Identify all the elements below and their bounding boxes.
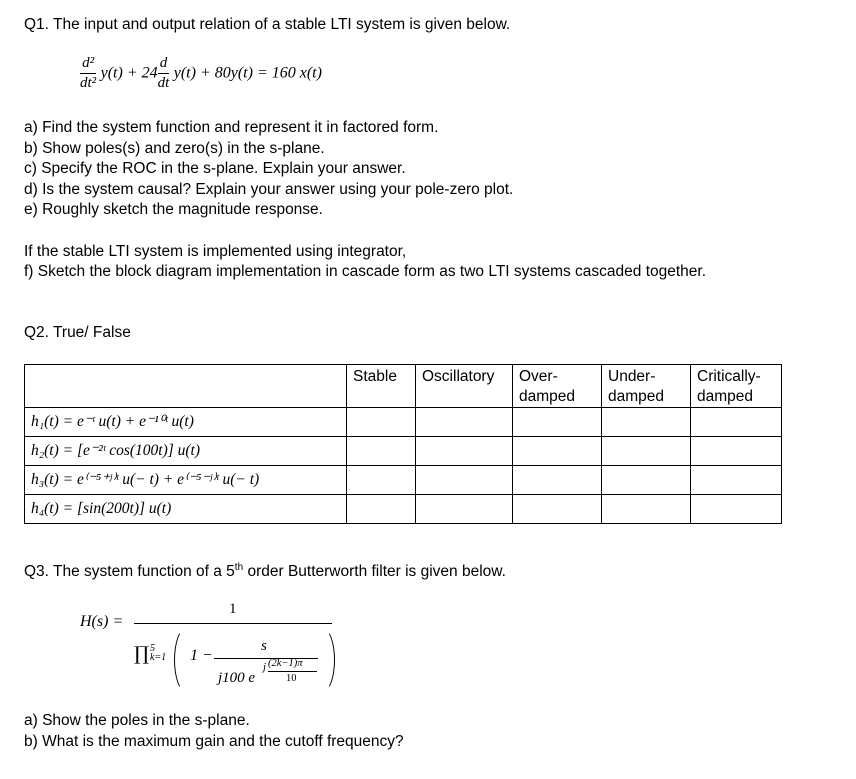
header-stable: Stable: [347, 365, 416, 408]
table-row: [25, 495, 782, 524]
row-h1-label: h₁(t) = e⁻ᵗ u(t) + e⁻¹⁰ᵗ u(t): [25, 408, 347, 437]
exponent-j: j: [263, 661, 267, 673]
table-header-row: [25, 365, 782, 408]
q2-title: Q2. True/ False: [24, 324, 131, 341]
product-symbol: ∏: [134, 643, 150, 665]
cell-h1-oscillatory[interactable]: [416, 408, 513, 437]
header-underdamped: Under- damped: [602, 365, 691, 408]
q1-parts-list: [24, 118, 513, 221]
cell-h1-stable[interactable]: [347, 408, 416, 437]
q1-part-f: f) Sketch the block diagram implementation in cascade form as two LTI systems cascaded together.: [24, 263, 707, 280]
cell-h3-underdamped[interactable]: [602, 466, 691, 495]
cell-h4-critically-damped[interactable]: [691, 495, 782, 524]
row-h4-label: h₄(t) = [sin(200t)] u(t): [25, 495, 347, 524]
exponent-denominator: 10: [286, 673, 297, 684]
second-derivative: $\frac{\text{d²}}{\text{dt²}}$: [80, 55, 97, 91]
row-h3-label: h₃(t) = e⁽⁻⁵⁺ʲ⁾ᵗ u(− t) + e⁽⁻⁵⁻ʲ⁾ᵗ u(− t): [25, 466, 347, 495]
q1-part-b: b) Show poles(s) and zero(s) in the s-plane.: [24, 139, 325, 157]
header-overdamped: Over- damped: [513, 365, 602, 408]
table-row: [25, 437, 782, 466]
row-h2-label: h₂(t) = [e⁻²ᵗ cos(100t)] u(t): [25, 437, 347, 466]
main-fraction-bar: [134, 623, 332, 624]
one-minus: 1 −: [190, 647, 213, 664]
q1-part-c: c) Specify the ROC in the s-plane. Explain your answer.: [24, 160, 406, 177]
header-critically-damped: Critically- damped: [691, 365, 782, 408]
inner-denominator: j100 e: [218, 670, 256, 686]
eq-part-1: y(t) + 24: [100, 64, 158, 82]
true-false-table: [24, 364, 782, 524]
q3-title: Q3. The system function of a 5th order Butterworth filter is given below.: [24, 561, 506, 580]
cell-h2-underdamped[interactable]: [602, 437, 691, 466]
header-oscillatory: Oscillatory: [416, 365, 513, 408]
q1-part-e: e) Roughly sketch the magnitude response.: [24, 201, 323, 218]
cell-h3-oscillatory[interactable]: [416, 466, 513, 495]
formula-lhs: H(s) =: [80, 613, 124, 630]
q1-equation: [80, 55, 322, 99]
exponent-fraction-bar: [268, 671, 317, 672]
cell-h2-overdamped[interactable]: [513, 437, 602, 466]
cell-h1-critically-damped[interactable]: [691, 408, 782, 437]
q3-part-a: a) Show the poles in the s-plane.: [24, 712, 250, 729]
cell-h3-stable[interactable]: [347, 466, 416, 495]
exponent-numerator: (2k−1)π: [268, 658, 303, 669]
table-row: [25, 466, 782, 495]
formula-numerator: 1: [229, 601, 237, 617]
table-row: [25, 408, 782, 437]
cell-h4-oscillatory[interactable]: [416, 495, 513, 524]
first-derivative: $\frac{d}{dt}$: [157, 55, 170, 91]
cell-h2-critically-damped[interactable]: [691, 437, 782, 466]
cell-h2-stable[interactable]: [347, 437, 416, 466]
cell-h3-overdamped[interactable]: [513, 466, 602, 495]
q1-part-a: a) Find the system function and represent it in factored form.: [24, 119, 439, 136]
cell-h1-overdamped[interactable]: [513, 408, 602, 437]
header-blank-cell: [25, 365, 347, 408]
q1-part-d: d) Is the system causal? Explain your answer using your pole-zero plot.: [24, 180, 514, 198]
cell-h1-underdamped[interactable]: [602, 408, 691, 437]
q3-parts-list: [24, 711, 404, 752]
q3-part-b: b) What is the maximum gain and the cutoff frequency?: [24, 732, 404, 750]
right-paren: [311, 628, 335, 692]
cell-h4-stable[interactable]: [347, 495, 416, 524]
cell-h4-overdamped[interactable]: [513, 495, 602, 524]
product-limits: 5 k=1: [150, 643, 167, 663]
cell-h3-critically-damped[interactable]: [691, 466, 782, 495]
q1-integrator-intro: If the stable LTI system is implemented using integrator,: [24, 243, 407, 260]
inner-numerator: s: [261, 638, 267, 654]
cell-h2-oscillatory[interactable]: [416, 437, 513, 466]
eq-part-2: y(t) + 80y(t) = 160 x(t): [173, 64, 322, 82]
q1-title: Q1. The input and output relation of a stable LTI system is given below.: [24, 16, 511, 33]
cell-h4-underdamped[interactable]: [602, 495, 691, 524]
